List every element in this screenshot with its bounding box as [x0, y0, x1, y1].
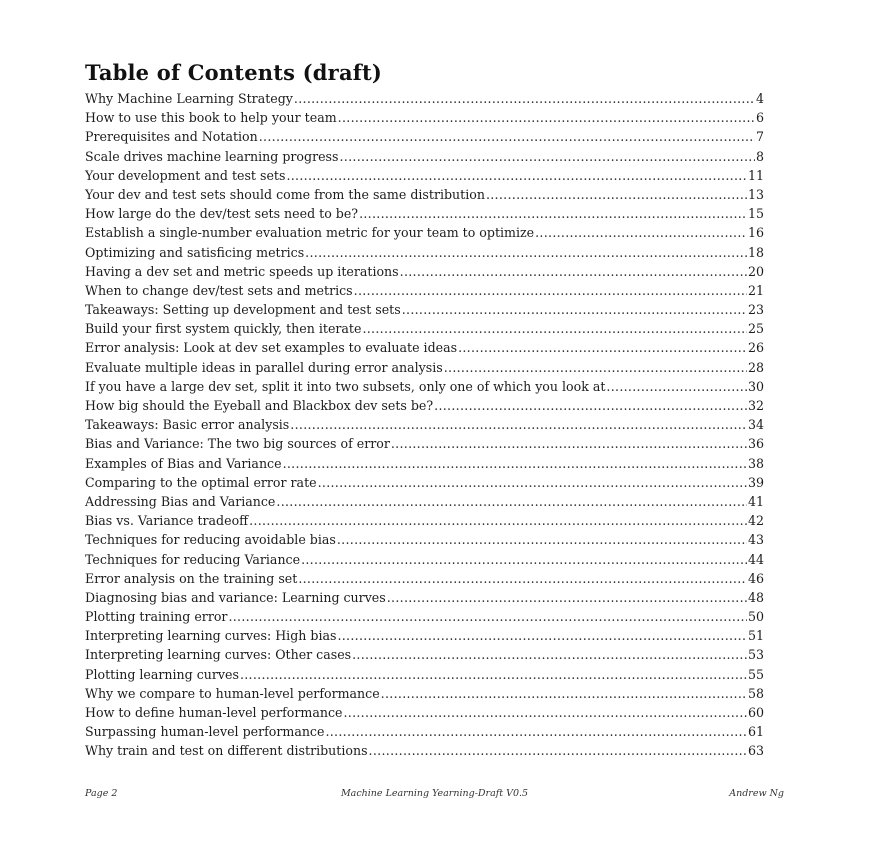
toc-entry-page-number: 63 [747, 743, 764, 759]
page-footer [85, 788, 784, 802]
toc-entry-page-number: 38 [747, 455, 764, 471]
toc-entry-page-number: 36 [747, 436, 764, 452]
toc-entry-title: Diagnosing bias and variance: Learning curves [85, 589, 386, 605]
dot-leader [249, 511, 747, 530]
toc-entry-title: Having a dev set and metric speeds up iterations [85, 263, 399, 279]
dot-leader [535, 223, 747, 242]
toc-entry-title: Surpassing human-level performance [85, 724, 325, 740]
toc-entry-page-number: 55 [747, 666, 764, 682]
toc-entry-title: How big should the Eyeball and Blackbox dev sets be? [85, 398, 434, 413]
toc-entry-title: Scale drives machine learning progress [85, 148, 339, 164]
dot-leader [298, 569, 747, 588]
toc-entry[interactable] [85, 281, 764, 300]
dot-leader [400, 262, 747, 281]
toc-entry-page-number: 34 [747, 417, 764, 433]
toc-entry[interactable] [85, 607, 764, 626]
toc-list [85, 89, 764, 761]
dot-leader [301, 550, 747, 569]
dot-leader [606, 377, 747, 396]
toc-entry-title: Optimizing and satisficing metrics [85, 244, 305, 260]
dot-leader [276, 492, 747, 511]
dot-leader [359, 204, 747, 223]
toc-title: Table of Contents (draft) [85, 60, 383, 85]
toc-entry-title: If you have a large dev set, split it into two subsets, only one of which you look at [85, 378, 606, 394]
toc-entry-title: Addressing Bias and Variance [85, 493, 276, 509]
toc-entry-title: When to change dev/test sets and metrics [85, 282, 353, 298]
toc-entry-page-number: 7 [755, 129, 764, 145]
dot-leader [458, 338, 747, 357]
dot-leader [486, 185, 747, 204]
toc-entry-title: Takeaways: Basic error analysis [85, 417, 290, 433]
toc-entry-title: Examples of Bias and Variance [85, 455, 282, 471]
toc-entry-page-number: 16 [747, 225, 764, 241]
toc-entry-page-number: 61 [747, 724, 764, 740]
toc-entry-page-number: 28 [747, 359, 764, 375]
toc-entry-page-number: 53 [747, 647, 764, 663]
toc-entry-title: Takeaways: Setting up development and test sets [85, 302, 401, 318]
toc-entry-title: Comparing to the optimal error rate [85, 474, 317, 490]
dot-leader [391, 434, 747, 453]
toc-entry-title: Your dev and test sets should come from the same distribution [85, 186, 485, 202]
toc-entry[interactable] [85, 319, 764, 338]
footer-author: Andrew Ng [729, 788, 784, 799]
toc-entry-page-number: 39 [747, 474, 764, 490]
toc-entry-title: Your development and test sets [85, 167, 286, 183]
toc-entry-title: Why Machine Learning Strategy [85, 91, 293, 106]
toc-entry[interactable] [85, 415, 764, 434]
toc-entry-page-number: 32 [747, 398, 764, 413]
toc-entry[interactable] [85, 645, 764, 664]
toc-entry[interactable] [85, 588, 764, 607]
dot-leader [259, 127, 755, 146]
dot-leader [305, 243, 747, 262]
dot-leader [381, 684, 747, 703]
toc-entry-title: Establish a single-number evaluation metric for your team to optimize [85, 225, 535, 241]
toc-entry-title: Bias and Variance: The two big sources of error [85, 436, 390, 452]
toc-entry-page-number: 23 [747, 302, 764, 318]
toc-entry-title: Error analysis on the training set [85, 570, 298, 586]
toc-entry[interactable] [85, 396, 764, 415]
toc-entry[interactable] [85, 741, 764, 760]
toc-entry[interactable] [85, 338, 764, 357]
toc-entry[interactable] [85, 185, 764, 204]
toc-entry-title: Techniques for reducing avoidable bias [85, 532, 336, 548]
toc-entry[interactable] [85, 550, 764, 569]
toc-entry[interactable] [85, 511, 764, 530]
toc-entry[interactable] [85, 243, 764, 262]
dot-leader [294, 89, 755, 108]
toc-entry-page-number: 60 [747, 705, 764, 720]
toc-entry-page-number: 42 [747, 513, 764, 529]
toc-entry-title: Error analysis: Look at dev set examples to evaluate ideas [85, 340, 458, 356]
dot-leader [286, 166, 747, 185]
toc-entry[interactable] [85, 377, 764, 396]
toc-entry[interactable] [85, 454, 764, 473]
toc-entry[interactable] [85, 684, 764, 703]
toc-entry[interactable] [85, 473, 764, 492]
toc-entry-title: Why train and test on different distributions [85, 743, 368, 759]
toc-entry-page-number: 6 [755, 110, 764, 126]
toc-entry-title: Interpreting learning curves: High bias [85, 628, 337, 644]
toc-entry-title: How to define human-level performance [85, 705, 343, 720]
dot-leader [402, 300, 747, 319]
toc-entry[interactable] [85, 722, 764, 741]
toc-entry[interactable] [85, 204, 764, 223]
toc-entry-title: Plotting learning curves [85, 666, 239, 682]
toc-entry[interactable] [85, 358, 764, 377]
toc-entry-page-number: 25 [747, 321, 764, 337]
toc-entry-page-number: 11 [747, 167, 764, 183]
dot-leader [343, 703, 747, 722]
toc-entry[interactable] [85, 89, 764, 108]
dot-leader [337, 530, 747, 549]
dot-leader [228, 607, 747, 626]
dot-leader [369, 741, 747, 760]
toc-entry[interactable] [85, 665, 764, 684]
dot-leader [387, 588, 747, 607]
footer-page-number: Page 2 [85, 788, 118, 799]
dot-leader [290, 415, 747, 434]
toc-entry-page-number: 26 [747, 340, 764, 356]
toc-entry-title: Why we compare to human-level performance [85, 685, 380, 701]
dot-leader [354, 281, 747, 300]
toc-entry[interactable] [85, 127, 764, 146]
toc-entry[interactable] [85, 492, 764, 511]
dot-leader [434, 396, 747, 415]
toc-entry-page-number: 13 [747, 186, 764, 202]
dot-leader [444, 358, 747, 377]
toc-entry[interactable] [85, 108, 764, 127]
toc-entry-page-number: 21 [747, 282, 764, 298]
toc-entry-page-number: 58 [747, 685, 764, 701]
toc-entry[interactable] [85, 223, 764, 242]
dot-leader [338, 108, 755, 127]
toc-entry-title: Build your first system quickly, then iterate [85, 321, 362, 337]
toc-entry[interactable] [85, 262, 764, 281]
toc-entry-title: Bias vs. Variance tradeoff [85, 513, 249, 529]
dot-leader [352, 645, 747, 664]
toc-entry-title: Prerequisites and Notation [85, 129, 258, 145]
toc-entry-page-number: 4 [755, 91, 764, 106]
toc-entry[interactable] [85, 703, 764, 722]
toc-entry[interactable] [85, 434, 764, 453]
toc-entry[interactable] [85, 626, 764, 645]
toc-entry-title: Interpreting learning curves: Other cases [85, 647, 352, 663]
dot-leader [325, 722, 747, 741]
toc-entry-page-number: 48 [747, 589, 764, 605]
dot-leader [362, 319, 747, 338]
toc-entry-page-number: 46 [747, 570, 764, 586]
toc-entry-page-number: 15 [747, 206, 764, 222]
toc-entry-title: Evaluate multiple ideas in parallel during error analysis [85, 359, 443, 375]
toc-entry-title: Techniques for reducing Variance [85, 551, 301, 567]
toc-entry[interactable] [85, 569, 764, 588]
toc-entry-page-number: 20 [747, 263, 764, 279]
toc-entry-page-number: 8 [755, 148, 764, 164]
toc-entry-title: How to use this book to help your team [85, 110, 337, 126]
dot-leader [339, 147, 755, 166]
toc-entry-page-number: 41 [747, 493, 764, 509]
toc-entry-page-number: 18 [747, 244, 764, 260]
toc-entry-title: Plotting training error [85, 609, 228, 625]
toc-entry-page-number: 30 [747, 378, 764, 394]
dot-leader [318, 473, 747, 492]
dot-leader [240, 665, 747, 684]
toc-entry[interactable] [85, 300, 764, 319]
dot-leader [337, 626, 747, 645]
toc-entry-page-number: 43 [747, 532, 764, 548]
toc-entry-title: How large do the dev/test sets need to be? [85, 206, 359, 222]
footer-book-title: Machine Learning Yearning-Draft V0.5 [340, 788, 529, 799]
toc-entry[interactable] [85, 147, 764, 166]
toc-entry-page-number: 44 [747, 551, 764, 567]
toc-entry-page-number: 51 [747, 628, 764, 644]
toc-entry-page-number: 50 [747, 609, 764, 625]
toc-entry[interactable] [85, 166, 764, 185]
dot-leader [283, 454, 747, 473]
toc-entry[interactable] [85, 530, 764, 549]
